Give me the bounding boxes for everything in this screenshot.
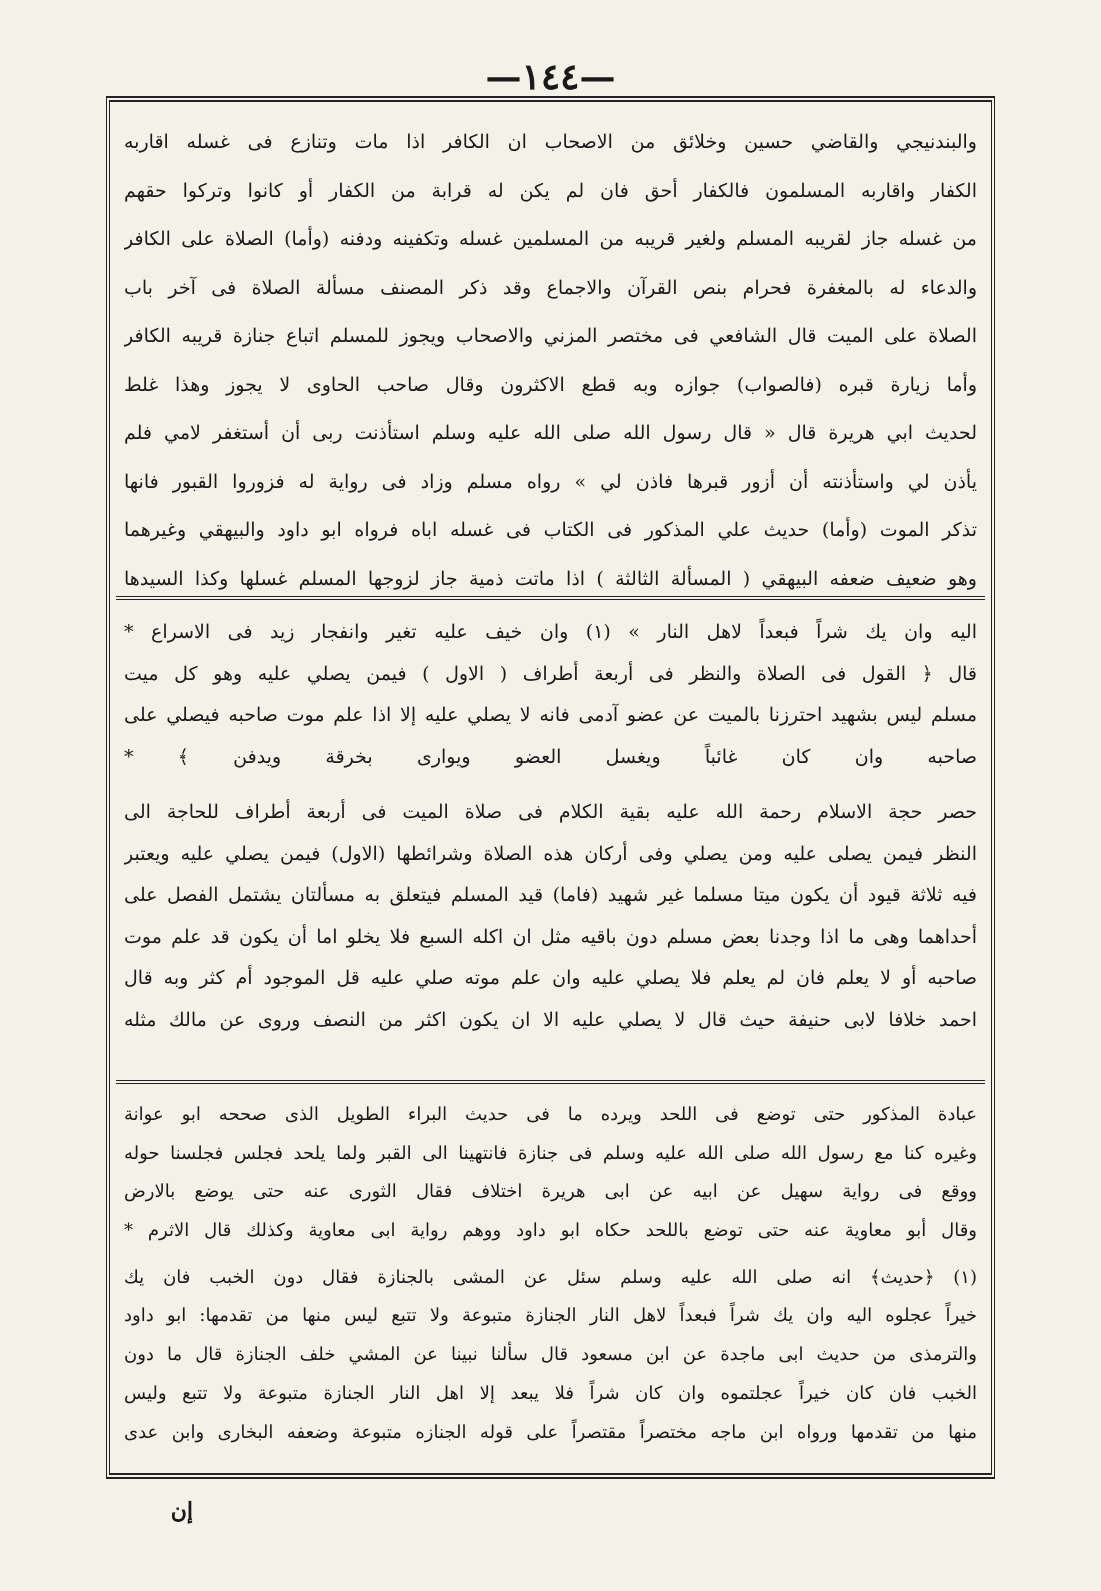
- section-divider: [116, 596, 985, 600]
- footnote-line: وقال أبو معاوية عنه حتى توضع باللحد حكاه ابو داود ووهم رواية ابى معاوية وكذلك قال الاثرم *: [124, 1220, 977, 1242]
- footnote-block: [124, 1096, 977, 1452]
- section-divider: [116, 1080, 985, 1084]
- main-commentary-block: [124, 118, 977, 603]
- main-text-line: الكفار واقاربه المسلمون فالكفار أحق فان لم يكن له قرابة من الكفار أو كانوا وتركوا حقهم: [124, 179, 977, 202]
- footnote-line: والترمذى من حديث ابى ماجدة عن ابن مسعود قال سألنا نبينا عن المشي خلف الجنازة قال ما دون: [124, 1344, 977, 1366]
- second-text-line: أحداهما وهى ما اذا وجدنا بعض مسلم دون باقيه مثل ان اكله السبع فلا يخلو اما أن يكون قد علم موت: [124, 925, 977, 948]
- second-text-line: قال ﴿ القول فى الصلاة والنظر فى أربعة أطراف ( الاول ) فيمن يصلي عليه وهو كل ميت: [124, 662, 977, 685]
- footnote-line: عبادة المذكور حتى توضع فى اللحد ويرده ما فى حديث البراء الطويل الذى صححه ابو عوانة: [124, 1104, 977, 1125]
- second-text-line: النظر فيمن يصلى عليه ومن يصلي وفى أركان هذه الصلاة وشرائطها (الاول) فيمن يصلي عليه ويعتبر: [124, 842, 977, 865]
- second-text-line: احمد خلافا لابى حنيفة حيث قال لا يصلي عليه الا ان يكون اكثر من النصف وروى عن مالك مثله: [124, 1008, 977, 1031]
- footnote-line: ووقع فى رواية سهيل عن ابيه عن ابى هريرة اختلاف فقال الثورى عنه حتى يوضع بالارض: [124, 1181, 977, 1203]
- footnote-line: (١) ﴿حديث﴾ انه صلى الله عليه وسلم سئل عن المشى بالجنازة فقال دون الخبب فان يك: [124, 1266, 977, 1288]
- second-text-line: اليه وان يك شراً فبعداً لاهل النار » (١) وان خيف عليه تغير وانفجار زيد فى الاسراع *: [124, 621, 977, 643]
- main-text-line: يأذن لي واستأذنته أن أزور قبرها فاذن لي » رواه مسلم وزاد فى رواية له فزوروا القبور فانها: [124, 470, 977, 493]
- second-commentary-block: [124, 612, 977, 1041]
- main-text-line: تذكر الموت (وأما) حديث علي المذكور فى الكتاب فى غسله اباه فرواه ابو داود والبيهقي وغيرهما: [124, 519, 977, 541]
- second-text-line: حصر حجة الاسلام رحمة الله عليه بقية الكلام فى صلاة الميت فى أربعة أطراف للحاجة الى: [124, 801, 977, 823]
- second-text-line: مسلم ليس بشهيد احترزنا بالميت عن عضو آدمى فانه لا يصلي عليه إلا اذا علم موت صاحبه فيصلي على: [124, 704, 977, 726]
- main-text-line: والبندنيجي والقاضي حسين وخلائق من الاصحاب ان الكافر اذا مات وتنازع فى غسله اقاربه: [124, 131, 977, 153]
- text-frame: [106, 96, 995, 1479]
- footnote-line: وغيره كنا مع رسول الله صلى الله عليه وسلم فى جنازة فانتهينا الى القبر ولما يلحد فجلس فجلسنا حوله: [124, 1142, 977, 1164]
- main-text-line: الصلاة على الميت قال الشافعي فى مختصر المزني والاصحاب ويجوز للمسلم اتباع جنازة قريبه الكافر: [124, 325, 977, 347]
- footnote-line: منها من تقدمها ورواه ابن ماجه مختصراً مقتصراً على قوله الجنازه متبوعة وضعفه البخارى وابن عدى: [124, 1421, 977, 1443]
- main-text-line: من غسله جاز لقريبه المسلم ولغير قريبه من المسلمين غسله وتكفينه ودفنه (وأما) الصلاة على الكافر: [124, 228, 977, 250]
- catchword: إن: [170, 1498, 193, 1524]
- main-text-line: وهو ضعيف ضعفه البيهقي ( المسألة الثالثة ) اذا ماتت ذمية جاز لزوجها المسلم غسلها وكذا السيدها: [124, 567, 977, 590]
- main-text-line: وأما زيارة قبره (فالصواب) جوازه وبه قطع الاكثرون وقال صاحب الحاوى لا يجوز وهذا غلط: [124, 373, 977, 396]
- footnote-line: خيراً عجلوه اليه وان يك شراً فبعداً لاهل النار الجنازة متبوعة ولا تتبع ليس منها من تقدمها: ابو داود: [124, 1305, 977, 1327]
- main-text-line: والدعاء له بالمغفرة فحرام بنص القرآن والاجماع وقد ذكر المصنف مسألة الصلاة فى آخر باب: [124, 276, 977, 299]
- second-text-line: صاحبه وان كان غائباً ويغسل العضو ويوارى بخرقة ويدفن ﴾ *: [124, 745, 977, 768]
- footnote-line: الخبب فان كان خيراً عجلتموه وان كان شراً فلا يبعد إلا اهل النار الجنازة متبوعة ولا تتبع وليس: [124, 1382, 977, 1404]
- page-number: —١٤٤—: [485, 56, 616, 98]
- main-text-line: لحديث ابي هريرة قال « قال رسول الله صلى الله عليه وسلم استأذنت ربى أن أستغفر لامي فلم: [124, 422, 977, 444]
- second-text-line: فيه ثلاثة قيود أن يكون ميتا مسلما غير شهيد (فاما) قيد المسلم فيتعلق به مسألتان يشتمل الفصل على: [124, 884, 977, 906]
- second-text-line: صاحبه أو لا يعلم فان لم يعلم فلا يصلي عليه وان علم موته صلي عليه قل الموجود أم كثر وبه قال: [124, 967, 977, 989]
